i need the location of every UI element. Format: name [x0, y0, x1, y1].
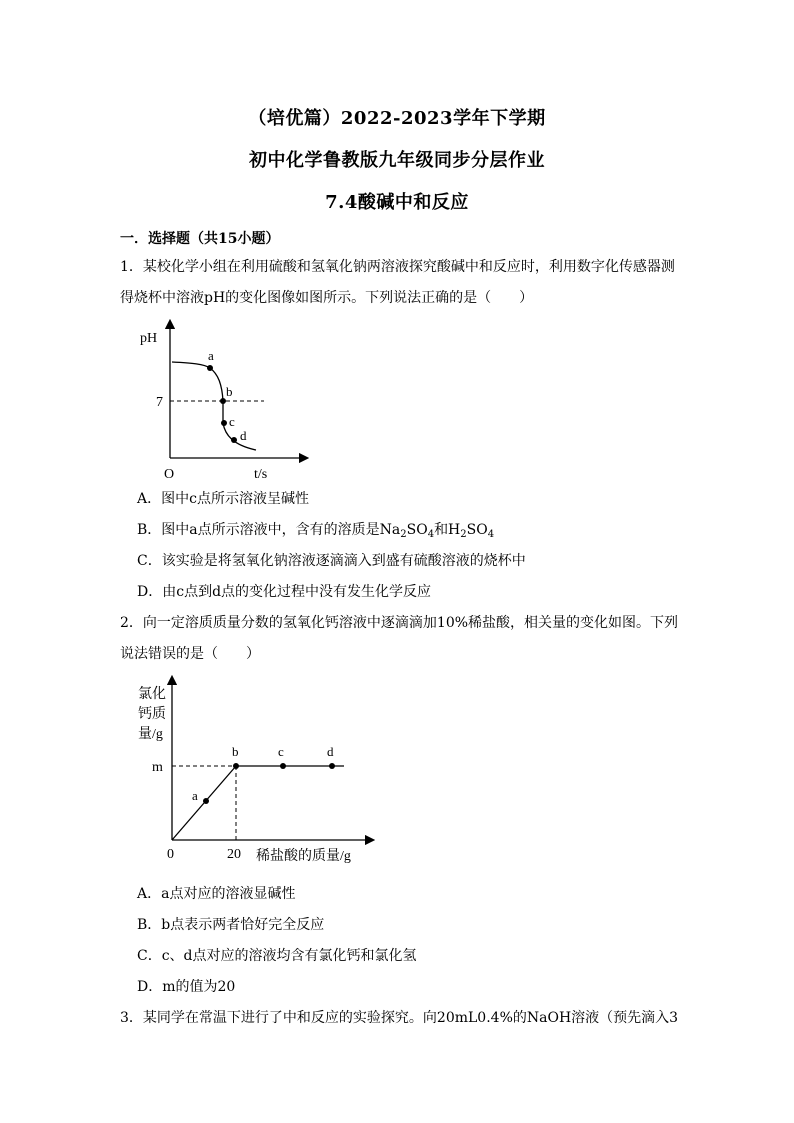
point-d — [231, 437, 237, 443]
question-number: 3． — [120, 1010, 143, 1026]
point-c — [280, 763, 286, 769]
point-a-label: a — [192, 788, 198, 803]
question-2-stem — [120, 608, 680, 670]
section-heading: 一．选择题（共15小题） — [120, 231, 280, 247]
origin-label: 0 — [167, 847, 174, 862]
point-b — [233, 763, 239, 769]
question-text: 某同学在常温下进行了中和反应的实验探究。向20mL0.4%的NaOH溶液（预先滴入3 — [142, 1010, 679, 1026]
question-text: 某校化学小组在利用硫酸和氢氧化钠两溶液探究酸碱中和反应时，利用数字化传感器测得烧杯中溶液pH的变化图像如图所示。下列说法正确的是（ ） — [120, 259, 675, 306]
question-2-option-c: C．c、d点对应的溶液均含有氯化钙和氯化氢 — [137, 948, 417, 964]
question-3-stem — [120, 1003, 700, 1034]
question-1-option-d: D．由c点到d点的变化过程中没有发生化学反应 — [137, 584, 432, 600]
point-d-label: d — [240, 428, 247, 443]
y-axis-label-line1: 氯化 — [138, 687, 166, 702]
question-2-option-a: A．a点对应的溶液显碱性 — [137, 886, 296, 902]
point-c-label: c — [229, 414, 235, 429]
question-1-option-c: C．该实验是将氢氧化钠溶液逐滴滴入到盛有硫酸溶液的烧杯中 — [137, 553, 526, 569]
x-axis-label: t/s — [254, 467, 268, 482]
point-a — [207, 365, 213, 371]
x-tick-label: 20 — [227, 847, 241, 862]
point-b-label: b — [232, 744, 239, 759]
y-axis-label-line2: 钙质 — [138, 707, 166, 722]
question-1-option-a: A．图中c点所示溶液呈碱性 — [137, 491, 309, 507]
point-a-label: a — [208, 348, 214, 363]
question-number: 1． — [120, 259, 143, 275]
y-tick-label: m — [152, 760, 163, 775]
point-d — [329, 763, 335, 769]
ref-tick-label: 7 — [156, 395, 163, 410]
worksheet-title-line2: 初中化学鲁教版九年级同步分层作业 — [249, 150, 545, 171]
worksheet-title-line1: （培优篇）2022-2023学年下学期 — [248, 108, 546, 129]
point-a — [203, 798, 209, 804]
question-2-mass-graph — [130, 672, 380, 872]
origin-label: O — [164, 467, 175, 482]
question-number: 2． — [120, 615, 143, 631]
point-d-label: d — [327, 744, 334, 759]
y-axis-label-line3: 量/g — [138, 727, 163, 742]
point-b-label: b — [226, 384, 233, 399]
question-1-stem — [120, 252, 680, 314]
question-1-ph-graph — [130, 318, 310, 486]
worksheet-title-line3: 7.4酸碱中和反应 — [325, 192, 469, 213]
question-text: 向一定溶质质量分数的氢氧化钙溶液中逐滴滴加10%稀盐酸，相关量的变化如图。下列说法错误的是（ ） — [120, 615, 679, 662]
x-axis-label: 稀盐酸的质量/g — [256, 849, 351, 864]
question-2-option-d: D．m的值为20 — [137, 979, 236, 995]
y-axis-label: pH — [140, 331, 158, 346]
point-c-label: c — [278, 744, 284, 759]
question-1-option-b: B．图中a点所示溶液中，含有的溶质是$Na_2SO_4$和$H_2SO_4$ — [137, 522, 495, 540]
point-c — [221, 420, 227, 426]
question-2-option-b: B．b点表示两者恰好完全反应 — [137, 917, 325, 933]
